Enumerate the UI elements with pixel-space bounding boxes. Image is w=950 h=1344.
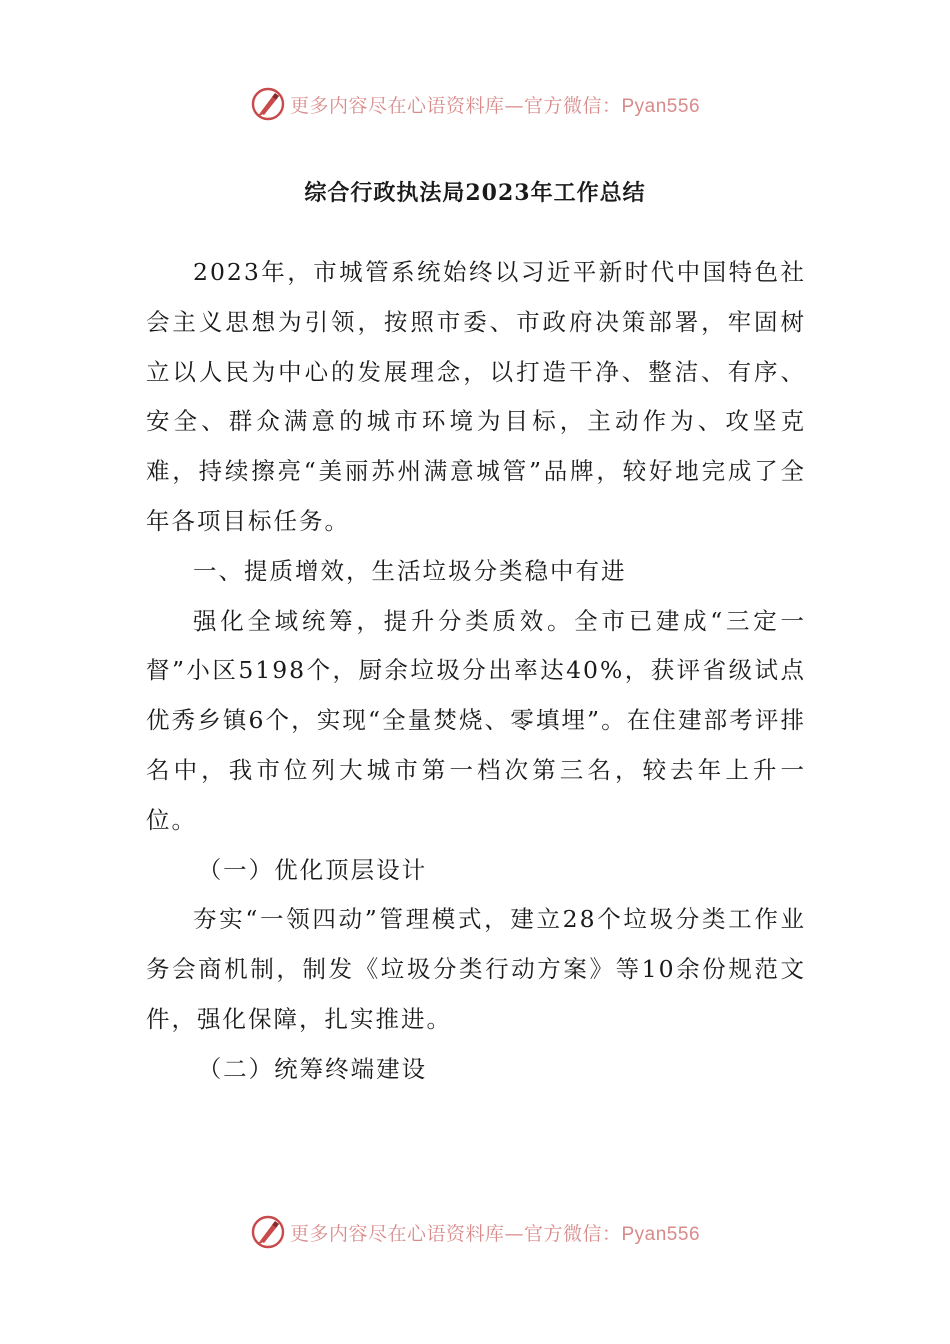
subsection-paragraph-1: 夯实“一领四动”管理模式，建立28个垃圾分类工作业务会商机制，制发《垃圾分类行动方案》等10余份规范文件，强化保障，扎实推进。 <box>146 905 806 1033</box>
pen-nib-icon <box>250 86 286 122</box>
pen-nib-icon <box>250 1214 286 1250</box>
subsection-heading-2: （二）统筹终端建设 <box>197 1054 428 1083</box>
subsection-heading-1: （一）优化顶层设计 <box>197 855 428 884</box>
intro-paragraph: 2023年，市城管系统始终以习近平新时代中国特色社会主义思想为引领，按照市委、市政府决策部署，牢固树立以人民为中心的发展理念，以打造干净、整洁、有序、安全、群众满意的城市环境为目标，主动作为、攻坚克难，持续擦亮“美丽苏州满意城管”品牌，较好地完成了全年各项目标任务。 <box>146 258 806 535</box>
watermark-wechat-id: Pyan556 <box>621 1223 701 1245</box>
watermark-header <box>0 84 950 124</box>
document-body <box>146 248 806 1095</box>
watermark-label: 更多内容尽在心语资料库—官方微信： <box>289 94 622 117</box>
watermark-wechat-id: Pyan556 <box>621 95 701 117</box>
section-heading: 一、提质增效，生活垃圾分类稳中有进 <box>193 556 627 585</box>
section-summary-paragraph: 强化全域统筹，提升分类质效。全市已建成“三定一督”小区5198个，厨余垃圾分出率达40%，获评省级试点优秀乡镇6个，实现“全量焚烧、零填埋”。在住建部考评排名中，我市位列大城市第一档次第三名，较去年上升一位。 <box>146 606 806 834</box>
watermark-text <box>290 91 700 118</box>
document-title: 综合行政执法局2023年工作总结 <box>304 180 646 206</box>
watermark-footer <box>0 1212 950 1252</box>
watermark-label: 更多内容尽在心语资料库—官方微信： <box>289 1222 622 1245</box>
watermark-text <box>290 1219 700 1246</box>
